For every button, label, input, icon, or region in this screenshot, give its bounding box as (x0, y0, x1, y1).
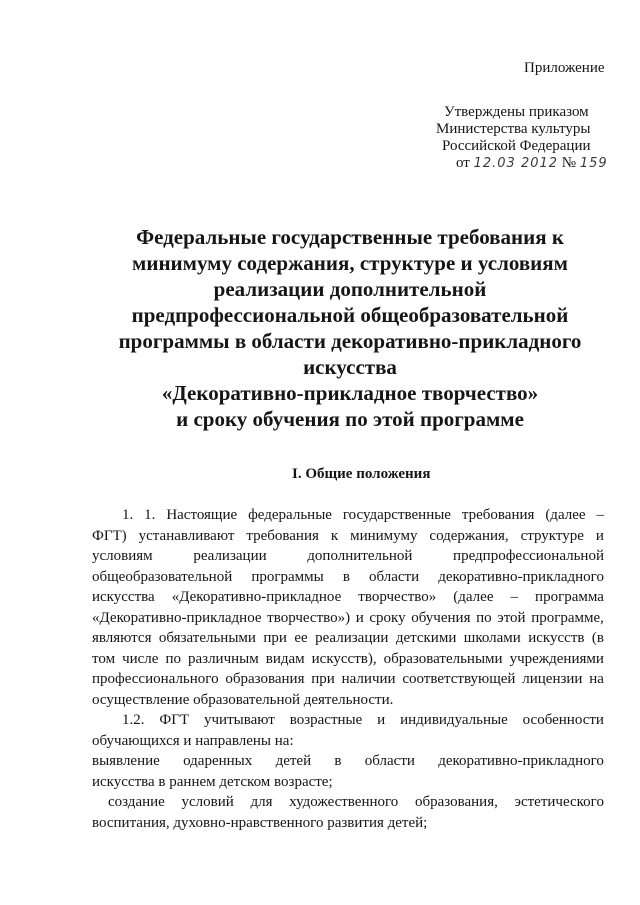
body-word: обязательными (158, 630, 256, 646)
body-word: для (250, 794, 273, 810)
body-word: общеобразовательной (92, 568, 233, 585)
body-word: и (595, 527, 604, 544)
body-word: индивидуальные (400, 712, 508, 728)
body-word: 1.2. (122, 712, 145, 728)
body-word: образовательными (383, 650, 503, 667)
body-word: лицензии (522, 671, 583, 687)
body-word: обучения (411, 609, 471, 626)
section-heading: I. Общие положения (292, 466, 431, 482)
body-word: к (330, 527, 339, 544)
approval-block (436, 104, 626, 172)
body-word: программы (251, 568, 324, 585)
approval-line: Российской Федерации (442, 138, 591, 154)
approval-line: Министерства культуры (436, 121, 591, 137)
body-word: на (589, 671, 604, 687)
body-word: и (377, 712, 386, 728)
body-word: видам (265, 650, 305, 667)
body-word: области (369, 568, 420, 585)
title-line: минимуму содержания, структуре и условиям (132, 251, 568, 275)
body-word: «Декоративно-прикладное (92, 609, 262, 626)
body-word: являются (92, 630, 152, 646)
body-line-text: искусства в раннем детском возрасте; (92, 773, 333, 790)
body-word: учреждениями (509, 650, 604, 667)
body-word: создание (108, 794, 165, 810)
body-line (92, 731, 604, 752)
order-number-label: № (561, 155, 577, 171)
body-word: содержания, (429, 527, 509, 544)
body-word: и (355, 609, 364, 626)
title-line: и сроку обучения по этой программе (176, 407, 524, 431)
body-word: искусств), (311, 650, 377, 667)
body-word: устанавливают (138, 527, 235, 544)
appendix-label: Приложение (524, 60, 605, 76)
order-date-handwritten: 12.03 2012 (473, 156, 559, 171)
body-line (92, 649, 604, 670)
body-word: наличии (341, 671, 396, 687)
body-word: – (596, 507, 604, 523)
body-word: требования (461, 507, 535, 523)
body-word: эстетического (514, 794, 604, 810)
order-prefix: от (456, 155, 470, 171)
order-number-handwritten: 159 (579, 156, 608, 171)
body-word: творчество» (358, 589, 437, 605)
body-word: (далее (545, 507, 586, 523)
body-word: структуре (520, 527, 584, 544)
body-word: в (334, 753, 342, 769)
body-word: различным (187, 650, 259, 667)
body-word: 1. (122, 507, 134, 523)
order-line (436, 155, 626, 172)
body-line (92, 669, 604, 690)
body-word: государственные (342, 507, 451, 523)
title-line: «Декоративно-прикладное творчество» (161, 381, 539, 405)
body-word: сроку (369, 609, 406, 626)
body-word: программе, (531, 609, 604, 626)
body-word: профессионального (92, 671, 219, 687)
body-word: дополнительной (307, 548, 413, 564)
title-line: предпрофессиональной общеобразовательной (131, 303, 569, 327)
body-word: числе (122, 650, 159, 667)
body-word: декоративно-прикладного (438, 568, 604, 585)
body-word: федеральные (248, 507, 332, 523)
body-word: учитывают (204, 712, 275, 728)
body-word: творчество») (267, 609, 351, 626)
body-line (92, 690, 604, 711)
body-word: области (364, 753, 415, 769)
body-word: этой (497, 609, 526, 626)
body-line (92, 628, 604, 649)
body-line (92, 813, 604, 834)
body-word: (далее (453, 589, 494, 605)
body-word: ФГТ (159, 712, 190, 728)
body-word: Настоящие (166, 507, 238, 523)
body-word: при (263, 630, 287, 646)
body-word: реализации (193, 548, 267, 564)
body-word: реализации (315, 630, 389, 646)
body-word: детскими (395, 630, 457, 646)
approval-line: Утверждены приказом (444, 104, 589, 120)
body-word: (в (591, 630, 604, 646)
body-word: по (476, 609, 492, 626)
body-word: образования, (414, 794, 498, 810)
title-line: Федеральные государственные требования к (136, 225, 564, 249)
body-line (92, 608, 604, 629)
body-word: ее (294, 630, 308, 646)
body-word: 1. (144, 507, 156, 523)
body-word: условиям (92, 548, 153, 564)
body-word: образования (225, 671, 305, 687)
body-word: в (342, 568, 350, 585)
body-line (92, 751, 604, 772)
body-line (92, 546, 604, 567)
body-word: ФГТ) (92, 527, 127, 544)
body-word: предпрофессиональной (453, 548, 604, 564)
body-line (92, 505, 604, 526)
body-word: – (510, 589, 519, 605)
body-line-text: осуществление образовательной деятельности. (92, 691, 394, 708)
body-text (92, 505, 604, 833)
body-word: том (92, 650, 116, 667)
body-word: возрастные (289, 712, 363, 728)
body-word: выявление (92, 753, 160, 769)
body-word: одаренных (183, 753, 253, 769)
body-word: художественного (289, 794, 399, 810)
body-word: соответствующей (402, 671, 516, 687)
body-line (92, 587, 604, 608)
body-word: условий (181, 794, 234, 810)
body-word: особенности (522, 712, 604, 728)
body-line (92, 567, 604, 588)
body-word: по (165, 650, 181, 667)
body-line (92, 772, 604, 793)
body-word: требования (246, 527, 319, 544)
body-word: искусства (92, 589, 155, 605)
title-line: программы в области декоративно-прикладного (118, 329, 582, 353)
body-line (92, 710, 604, 731)
body-word: декоративно-прикладного (438, 753, 604, 769)
body-word: программа (535, 589, 604, 605)
title-line: искусства (303, 355, 397, 379)
body-word: искусств (528, 630, 585, 646)
body-word: минимуму (350, 527, 418, 544)
body-line-text: воспитания, духовно-нравственного развития детей; (92, 814, 428, 831)
body-word: детей (275, 753, 312, 769)
title-line: реализации дополнительной (213, 277, 487, 301)
body-line (92, 792, 604, 813)
body-word: школами (463, 630, 521, 646)
body-line-text: обучающихся и направлены на: (92, 732, 294, 749)
body-word: при (311, 671, 335, 687)
body-line (92, 526, 604, 547)
body-word: «Декоративно-прикладное (171, 589, 342, 605)
document-title (90, 224, 610, 432)
